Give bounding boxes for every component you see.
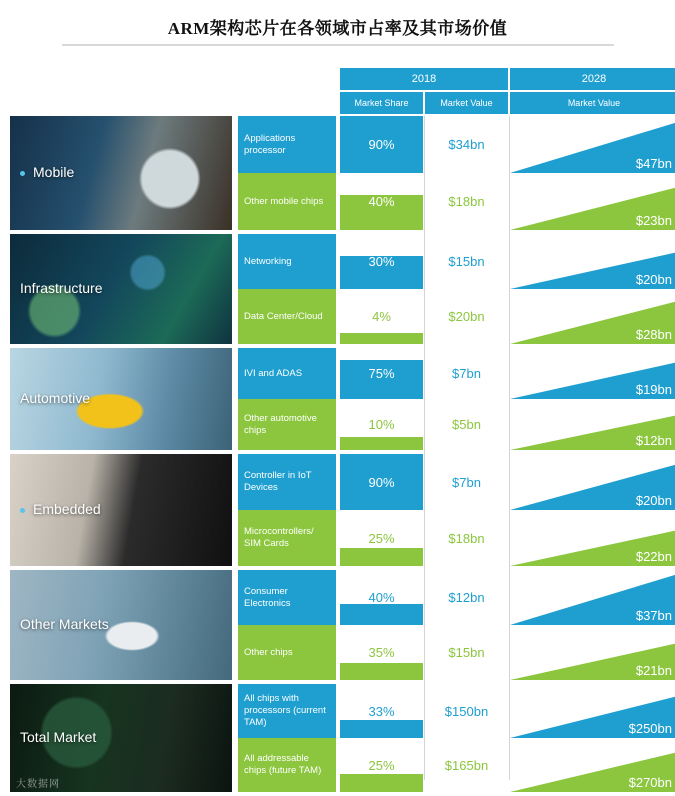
row-market-share: 40% [340,173,423,230]
column-divider [509,116,510,780]
row-value-2028: $47bn [510,116,675,173]
segment-label: Other Markets [20,616,109,633]
table-row[interactable] [238,348,675,399]
row-category: Consumer Electronics [238,570,336,625]
table-row[interactable] [238,289,675,344]
row-value-2018: $18bn [448,530,485,546]
row-value-2028: $270bn [510,738,675,792]
table-row[interactable] [238,738,675,792]
row-value-2028: $250bn [510,684,675,738]
row-value-2018: $15bn [448,645,485,660]
row-value-2018: $20bn [448,309,485,324]
row-market-share: 75% [340,348,423,399]
header-2028: 2028 [510,68,675,90]
chart-board [10,68,672,790]
row-value-2028: $12bn [510,399,675,450]
segment-group-embedded [10,454,675,566]
row-market-share: 10% [340,399,423,450]
page-title: ARM架构芯片在各领域市占率及其市场价值 [167,19,508,38]
title-divider [62,44,614,46]
row-value-2018: $18bn [448,194,485,209]
segment-group-other-markets [10,570,675,680]
row-value-2018: $150bn [444,703,489,719]
bullet-icon [20,171,25,176]
row-market-share: 90% [340,116,423,173]
header-market-share: Market Share [340,92,423,114]
row-category: Controller in IoT Devices [238,454,336,510]
row-category: Other mobile chips [238,173,336,230]
row-value-2018: $5bn [452,417,481,432]
segment-label: Infrastructure [20,280,103,297]
row-category: Microcontrollers/ SIM Cards [238,510,336,566]
row-value-2018: $7bn [452,366,481,381]
segment-label: Mobile [33,164,75,181]
header-2018: 2018 [340,68,508,90]
segment-group-infrastructure [10,234,675,344]
table-row[interactable] [238,510,675,566]
segment-label: Embedded [33,501,101,518]
row-market-share: 4% [340,289,423,344]
row-category: Other automotive chips [238,399,336,450]
segment-group-automotive [10,348,675,450]
row-market-share: 35% [340,625,423,680]
row-category: Data Center/Cloud [238,289,336,344]
header-market-value-2028: Market Value [510,92,675,114]
row-value-2028: $37bn [510,570,675,625]
row-market-share: 25% [340,738,423,792]
row-value-2028: $20bn [510,454,675,510]
row-market-share: 30% [340,234,423,289]
row-market-share: 25% [340,510,423,566]
table-row[interactable] [238,684,675,738]
watermark: 大数据网 [16,779,60,790]
segment-group-total-market [10,684,675,792]
row-value-2028: $21bn [510,625,675,680]
row-value-2018: $34bn [448,137,485,152]
row-value-2018: $15bn [448,254,485,269]
row-category: Networking [238,234,336,289]
row-market-share: 33% [340,684,423,738]
table-row[interactable] [238,116,675,173]
row-value-2018: $165bn [444,757,489,773]
table-row[interactable] [238,173,675,230]
bullet-icon [20,508,25,513]
segment-label: Total Market [20,729,97,746]
table-row[interactable] [238,570,675,625]
table-row[interactable] [238,625,675,680]
row-value-2018: $7bn [452,474,481,490]
row-value-2028: $20bn [510,234,675,289]
row-market-share: 40% [340,570,423,625]
row-category: Applications processor [238,116,336,173]
row-market-share: 90% [340,454,423,510]
row-value-2018: $12bn [448,590,485,605]
segment-photo-other-markets [10,570,232,680]
segment-photo-total-market [10,684,232,792]
segment-photo-automotive [10,348,232,450]
row-category: All chips with processors (current TAM) [238,684,336,738]
table-row[interactable] [238,399,675,450]
column-divider [424,116,425,780]
row-value-2028: $22bn [510,510,675,566]
chart-rows [10,116,675,796]
table-row[interactable] [238,234,675,289]
segment-group-mobile [10,116,675,230]
table-row[interactable] [238,454,675,510]
row-category: Other chips [238,625,336,680]
row-category: IVI and ADAS [238,348,336,399]
row-value-2028: $28bn [510,289,675,344]
segment-photo-infrastructure [10,234,232,344]
header-market-value-2018: Market Value [425,92,508,114]
segment-photo-mobile [10,116,232,230]
segment-label: Automotive [20,390,91,407]
row-value-2028: $23bn [510,173,675,230]
row-value-2028: $19bn [510,348,675,399]
row-category: All addressable chips (future TAM) [238,738,336,792]
segment-photo-embedded [10,454,232,566]
